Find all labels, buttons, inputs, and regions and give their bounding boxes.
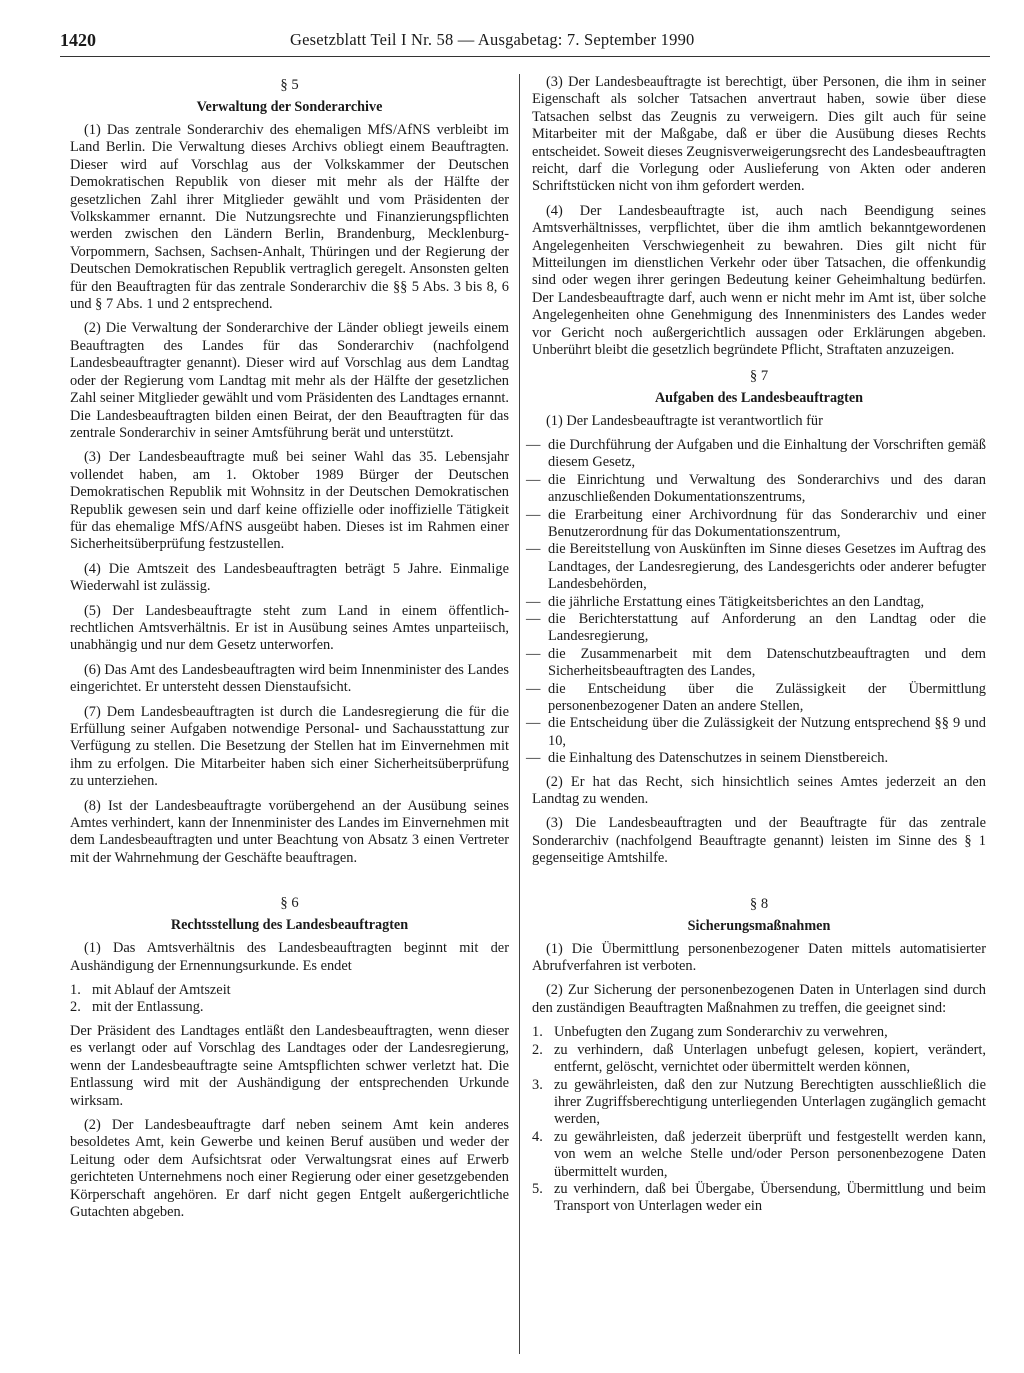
paragraph: (8) Ist der Landesbeauftragte vorübergehend an der Ausübung seines Amtes verhindert, kann der Innenminister des Landes im Einvernehmen mit dem Landesbeauftragten und unter Beachtung von Absatz 3 einen Vertreter mit der Wahrnehmung der Geschäfte beauftragen.: [70, 797, 509, 866]
list-marker: 1.: [70, 982, 81, 999]
list-item: [526, 681, 986, 716]
numbered-list: [532, 1024, 986, 1215]
list-marker: —: [526, 610, 541, 627]
list-marker: —: [526, 680, 541, 697]
dash-list: [526, 436, 986, 768]
section-number: § 5: [280, 77, 299, 93]
list-item-text: die Entscheidung über die Zulässigkeit der Übermittlung personenbezogener Daten an andere Stellen,: [548, 680, 986, 714]
list-item: [526, 472, 986, 507]
list-item-text: die jährliche Erstattung eines Tätigkeitsberichtes an den Landtag,: [548, 593, 925, 610]
right-column: [526, 74, 986, 1369]
list-item: [526, 611, 986, 646]
list-item-text: zu verhindern, daß bei Übergabe, Übersendung, Übermittlung und beim Transport von Unterlagen weder ein: [554, 1180, 986, 1215]
paragraph: (1) Der Landesbeauftragte ist verantwortlich für: [546, 412, 823, 429]
section-title: Rechtsstellung des Landesbeauftragten: [170, 917, 409, 934]
list-item: [526, 507, 986, 542]
section-number: § 7: [749, 367, 769, 384]
list-item-text: zu verhindern, daß Unterlagen unbefugt gelesen, kopiert, verändert, entfernt, gelöscht, vernichtet oder übermittelt werden können,: [554, 1041, 986, 1076]
list-marker: 1.: [532, 1024, 543, 1041]
list-item: [70, 982, 509, 999]
list-item: [526, 594, 986, 611]
paragraph: (3) Der Landesbeauftragte muß bei seiner Wahl das 35. Lebensjahr vollendet haben, am 1. Oktober 1989 Bürger der Deutschen Demokratischen Republik mit Wohnsitz in der Deutschen Demokratischen Republik gewesen sein und darf keine offizielle oder inoffizielle Tätigkeit für das ehemalige MfS/AfNS ausgeübt haben. Dieses ist im Rahmen einer Sicherheitsüberprüfung festzustellen.: [70, 449, 509, 553]
list-item: [526, 750, 986, 767]
list-marker: —: [526, 593, 541, 610]
list-marker: —: [526, 541, 541, 558]
list-item-text: die Berichterstattung auf Anforderung an den Landtag oder die Landesregierung,: [548, 610, 986, 645]
list-item: [526, 715, 986, 750]
list-item-text: die Entscheidung über die Zulässigkeit der Nutzung entsprechend §§ 9 und 10,: [548, 715, 986, 749]
list-marker: 4.: [532, 1128, 543, 1145]
list-item: [526, 646, 986, 681]
list-item: [532, 1024, 986, 1041]
left-column: [70, 74, 509, 1369]
list-item-text: zu gewährleisten, daß jederzeit überprüft und festgestellt werden kann, von wem an welche Stelle und/oder Person personenbezogene Daten übermittelt wurden,: [554, 1128, 986, 1180]
list-item-text: die Durchführung der Aufgaben und die Einhaltung der Vorschriften gemäß diesem Gesetz,: [548, 436, 986, 471]
list-marker: —: [526, 506, 541, 523]
list-item: [532, 1042, 986, 1077]
list-marker: 3.: [532, 1076, 543, 1093]
paragraph: (5) Der Landesbeauftragte steht zum Land in einem öffentlich-rechtlichen Amtsverhältnis. Er ist in Ausübung seines Amtes unparteiisch, unabhängig und nur dem Gesetz unterworfen.: [70, 602, 509, 654]
list-item-text: mit Ablauf der Amtszeit: [92, 982, 231, 999]
section-number: § 6: [280, 895, 299, 912]
paragraph: (6) Das Amt des Landesbeauftragten wird beim Innenminister des Landes eingerichtet. Er untersteht dessen Dienstaufsicht.: [70, 661, 509, 696]
list-item: [70, 999, 509, 1016]
list-item-text: die Bereitstellung von Auskünften im Sinne dieses Gesetzes im Auftrag des Landtages, der Landesregierung, des Landesgerichts oder anderer befugter Landesbehörden,: [548, 541, 986, 593]
paragraph: (7) Dem Landesbeauftragten ist durch die Landesregierung die für die Erfüllung seiner Aufgaben notwendige Personal- und Sachausstattung zur Verfügung zu stellen. Die Besetzung der Stellen hat im Einvernehmen mit ihm zu erfolgen. Die Mitarbeiter haben sich einer Sicherheitsüberprüfung zu unterziehen.: [70, 703, 509, 790]
list-marker: —: [526, 750, 541, 767]
list-marker: 2.: [532, 1041, 543, 1058]
paragraph: (1) Das Amtsverhältnis des Landesbeauftragten beginnt mit der Aushändigung der Ernennungsurkunde. Es endet: [70, 940, 509, 974]
list-item-text: zu gewährleisten, daß den zur Nutzung Berechtigten ausschließlich die ihrer Zugriffsberechtigung unterliegenden Unterlagen zugänglich gemacht werden,: [554, 1076, 986, 1128]
paragraph: (4) Die Amtszeit des Landesbeauftragten beträgt 5 Jahre. Einmalige Wiederwahl ist zulässig.: [70, 560, 509, 595]
paragraph: (1) Das zentrale Sonderarchiv des ehemaligen MfS/AfNS verbleibt im Land Berlin. Die Verwaltung dieses Archivs obliegt einem Beauftragten. Dieser wird auf Vorschlag aus der Volkskammer der Deutschen Demokratischen Republik von dieser mit mehr als der Hälfte der gesetzlichen Zahl ihrer Mitglieder gewählt und vom Präsidenten der Volkskammer ernannt. Die Nutzungsrechte und Finanzierungspflichten werden zwischen den Ländern Berlin, Brandenburg, Mecklenburg-Vorpommern, Sachsen, Sachsen-Anhalt, Thüringen und der Regierung der Deutschen Demokratischen Republik vertraglich geregelt. Ansonsten gelten für den Beauftragten für das zentrale Sonderarchiv die §§ 5 Abs. 3 bis 8, 6 und § 7 Abs. 1 und 2 entsprechend.: [70, 122, 509, 313]
list-marker: —: [526, 471, 541, 488]
section-number: § 8: [749, 895, 769, 912]
running-head: Gesetzblatt Teil I Nr. 58 — Ausgabetag: 7. September 1990: [290, 30, 695, 49]
page-header: [60, 30, 990, 56]
list-item: [526, 541, 986, 593]
list-item-text: die Einhaltung des Datenschutzes in seinem Dienstbereich.: [548, 750, 889, 767]
paragraph: Der Präsident des Landtages entläßt den Landesbeauftragten, wenn dieser es verlangt oder auf Vorschlag des Landtages oder der Landesregierung, wenn der Landesbeauftragte seine Amtspflichten schwer verletzt hat. Die Entlassung wird mit der Aushändigung der entsprechenden Urkunde wirksam.: [70, 1022, 509, 1109]
list-item-text: die Erarbeitung einer Archivordnung für das Sonderarchiv und einer Benutzerordnung für das Dokumentationszentrum,: [548, 506, 986, 540]
list-marker: —: [526, 436, 541, 453]
list-item-text: mit der Entlassung.: [92, 999, 204, 1016]
list-marker: —: [526, 715, 541, 732]
section-spacer: [70, 874, 509, 892]
list-marker: —: [526, 645, 541, 662]
list-item-text: Unbefugten den Zugang zum Sonderarchiv zu verwehren,: [554, 1024, 888, 1041]
list-item-text: die Einrichtung und Verwaltung des Sonderarchivs und des daran anzuschließenden Dokumentationszentrums,: [548, 471, 986, 506]
paragraph: (3) Der Landesbeauftragte ist berechtigt, über Personen, die ihm in seiner Eigenschaft als solcher Tatsachen anvertraut haben, sowie über diese Tatsachen selbst das Zeugnis zu verweigern. Dies gilt auch für seine Mitarbeiter mit der Maßgabe, daß er über die Ausübung dieses Rechts entscheidet. Soweit dieses Zeugnisverweigerungsrecht des Landesbeauftragten reicht, darf die Vorlegung oder Auslieferung von Akten oder anderen Schriftstücken nicht von ihm gefordert werden.: [532, 74, 986, 195]
paragraph: (4) Der Landesbeauftragte ist, auch nach Beendigung seines Amtsverhältnisses, verpflichtet, über die ihm amtlich bekanntgewordenen Angelegenheiten Verschwiegenheit zu bewahren. Dies gilt nicht für Mitteilungen im dienstlichen Verkehr oder über Tatsachen, die offenkundig sind oder wegen ihrer geringen Bedeutung keiner Geheimhaltung bedürfen. Der Landesbeauftragte darf, auch wenn er nicht mehr im Amt ist, über solche Angelegenheiten ohne Genehmigung des Innenministers des Landes weder vor Gericht noch außergerichtlich aussagen oder Erklärungen abgeben. Unberührt bleibt die gesetzlich begründete Pflicht, Straftaten anzuzeigen.: [532, 202, 986, 359]
page-number: 1420: [60, 30, 96, 50]
list-marker: 5.: [532, 1180, 543, 1197]
section-title: Sicherungsmaßnahmen: [687, 917, 831, 934]
header-rule: [60, 56, 990, 57]
list-item: [532, 1129, 986, 1181]
list-item: [532, 1077, 986, 1129]
section-title: Aufgaben des Landesbeauftragten: [654, 389, 864, 406]
paragraph: (2) Die Verwaltung der Sonderarchive der Länder obliegt jeweils einem Beauftragten des Landes für das Sonderarchiv (nachfolgend Landesbeauftragter genannt). Dieser wird auf Vorschlag aus dem Landtag oder der Regierung vom Landtag mit mehr als der Hälfte der gesetzlichen Zahl seiner Mitglieder gewählt und vom Präsidenten des Landtages ernannt. Die Landesbeauftragten bilden einen Beirat, der den Beauftragten für das zentrale Sonderarchiv in seiner Amtsführung berät und unterstützt.: [70, 320, 509, 441]
paragraph: (3) Die Landesbeauftragten und der Beauftragte für das zentrale Sonderarchiv (nachfolgend Beauftragte genannt) leisten im Sinne des § 1 gegenseitige Amtshilfe.: [532, 815, 986, 867]
list-item-text: die Zusammenarbeit mit dem Datenschutzbeauftragten und dem Sicherheitsbeauftragten des Landes,: [548, 645, 986, 680]
list-marker: 2.: [70, 999, 81, 1016]
list-item: [526, 437, 986, 472]
section-title: Verwaltung der Sonderarchive: [196, 99, 383, 115]
column-divider: [519, 74, 520, 1354]
section-spacer: [532, 875, 986, 893]
numbered-list: [70, 982, 509, 1017]
paragraph: (2) Der Landesbeauftragte darf neben seinem Amt kein anderes besoldetes Amt, kein Gewerbe und keinen Beruf ausüben und weder der Leitung oder dem Aufsichtsrat oder Verwaltungsrat eines auf Erwerb gerichteten Unternehmens noch einer Regierung oder einer gesetzgebenden Körperschaft angehören. Er darf nicht gegen Entgelt außergerichtliche Gutachten abgeben.: [70, 1116, 509, 1220]
paragraph: (1) Die Übermittlung personenbezogener Daten mittels automatisierter Abrufverfahren ist verboten.: [532, 940, 986, 975]
paragraph: (2) Er hat das Recht, sich hinsichtlich seines Amtes jederzeit an den Landtag zu wenden.: [532, 773, 986, 808]
list-item: [532, 1181, 986, 1216]
paragraph: (2) Zur Sicherung der personenbezogenen Daten in Unterlagen sind durch den zuständigen Beauftragten Maßnahmen zu treffen, die geeignet sind:: [532, 982, 986, 1016]
